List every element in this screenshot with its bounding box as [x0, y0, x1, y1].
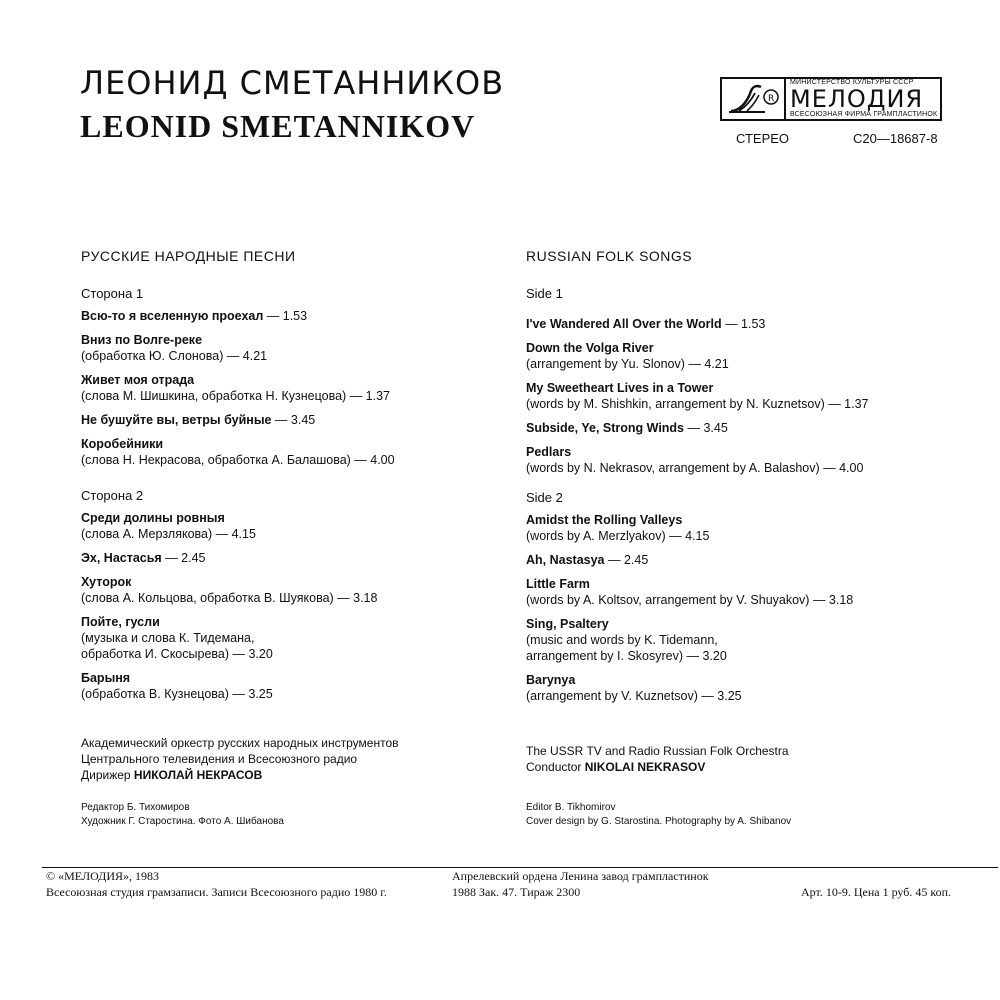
track-title: Барыня: [81, 671, 131, 685]
list-item: [81, 614, 501, 662]
track-title: Среди долины ровныя: [81, 511, 225, 525]
side-label: Side 2: [526, 490, 563, 505]
list-item: [526, 672, 966, 704]
footer-copyright: [46, 868, 387, 900]
track-note: (words by A. Merzlyakov) — 4.15: [526, 529, 710, 543]
track-title: Amidst the Rolling Valleys: [526, 513, 683, 527]
conductor-prefix: Дирижер: [81, 768, 134, 782]
list-item: [81, 670, 501, 702]
performer-credits-russian: [81, 735, 399, 783]
track-title: Sing, Psaltery: [526, 617, 609, 631]
list-item: [526, 512, 966, 544]
orchestra-line: The USSR TV and Radio Russian Folk Orchestra: [526, 744, 789, 758]
track-title: Little Farm: [526, 577, 590, 591]
footer-plant: [452, 868, 709, 900]
track-note: (words by A. Koltsov, arrangement by V. Shuyakov) — 3.18: [526, 593, 854, 607]
track-note: (обработка Ю. Слонова) — 4.21: [81, 349, 268, 363]
list-item: [81, 550, 501, 566]
track-duration: — 1.53: [263, 309, 308, 323]
list-item: [81, 574, 501, 606]
melodiya-logo: [720, 77, 942, 121]
tracklist-russian: [81, 248, 501, 710]
track-title: Коробейники: [81, 437, 164, 451]
track-title: Down the Volga River: [526, 341, 654, 355]
list-item: [81, 510, 501, 542]
track-note: (music and words by K. Tidemann,: [526, 633, 718, 647]
label-name: МЕЛОДИЯ: [790, 85, 924, 113]
track-note: (words by N. Nekrasov, arrangement by A. Balashov) — 4.00: [526, 461, 864, 475]
track-title: Эх, Настасья: [81, 551, 162, 565]
plant-line: Апрелевский ордена Ленина завод грампластинок: [452, 869, 709, 883]
track-note: (arrangement by V. Kuznetsov) — 3.25: [526, 689, 742, 703]
conductor-line: [526, 759, 789, 775]
track-title: Вниз по Волге-реке: [81, 333, 203, 347]
svg-text:R: R: [768, 94, 775, 104]
track-duration: — 2.45: [604, 553, 649, 567]
list-item: [81, 332, 501, 364]
track-note: (слова М. Шишкина, обработка Н. Кузнецова) — 1.37: [81, 389, 390, 403]
conductor-name: NIKOLAI NEKRASOV: [584, 760, 706, 774]
track-title: My Sweetheart Lives in a Tower: [526, 381, 714, 395]
editor-credits-russian: [81, 801, 284, 829]
list-item: [526, 616, 966, 664]
orchestra-line: Центрального телевидения и Всесоюзного радио: [81, 752, 358, 766]
design-line: Художник Г. Старостина. Фото А. Шибанова: [81, 816, 284, 827]
design-line: Cover design by G. Starostina. Photography by A. Shibanov: [526, 816, 792, 827]
stereo-mark: СТЕРЕО: [736, 131, 790, 146]
section-title: РУССКИЕ НАРОДНЫЕ ПЕСНИ: [81, 248, 296, 264]
side-label: Side 1: [526, 286, 563, 301]
catalog-number: С20—18687-8: [853, 131, 938, 146]
track-title: Не бушуйте вы, ветры буйные: [81, 413, 272, 427]
track-title: Barynya: [526, 673, 576, 687]
artist-name-english: LEONID SMETANNIKOV: [80, 108, 476, 144]
label-ministry-line: МИНИСТЕРСТВО КУЛЬТУРЫ СССР: [790, 79, 914, 86]
list-item: [81, 412, 501, 428]
editor-line: Редактор Б. Тихомиров: [81, 802, 190, 813]
track-note: (обработка В. Кузнецова) — 3.25: [81, 687, 273, 701]
section-title: RUSSIAN FOLK SONGS: [526, 248, 693, 264]
copyright-line: © «МЕЛОДИЯ», 1983: [46, 869, 160, 883]
track-note: (музыка и слова К. Тидемана,: [81, 631, 255, 645]
track-title: Хуторок: [81, 575, 132, 589]
studio-line: Всесоюзная студия грамзаписи. Записи Всесоюзного радио 1980 г.: [46, 885, 387, 899]
track-duration: — 1.53: [721, 317, 766, 331]
track-note: (слова Н. Некрасова, обработка А. Балашова) — 4.00: [81, 453, 395, 467]
track-title: Живет моя отрада: [81, 373, 195, 387]
track-duration: — 3.45: [271, 413, 316, 427]
label-firm-line: ВСЕСОЮЗНАЯ ФИРМА ГРАМПЛАСТИНОК: [790, 111, 938, 118]
footer-price: Арт. 10-9. Цена 1 руб. 45 коп.: [801, 885, 952, 899]
track-note: обработка И. Скосырева) — 3.20: [81, 647, 273, 661]
track-duration: — 2.45: [161, 551, 206, 565]
track-title: Ah, Nastasya: [526, 553, 605, 567]
editor-credits-english: [526, 801, 791, 829]
list-item: [81, 436, 501, 468]
track-title: Subside, Ye, Strong Winds: [526, 421, 685, 435]
side-label: Сторона 2: [81, 488, 144, 503]
list-item: [81, 308, 501, 324]
track-title: Пойте, гусли: [81, 615, 160, 629]
track-duration: — 3.45: [684, 421, 728, 435]
order-line: 1988 Зак. 47. Тираж 2300: [452, 885, 581, 899]
tracklist-english: [526, 248, 966, 712]
track-note: (arrangement by Yu. Slonov) — 4.21: [526, 357, 729, 371]
side-label: Сторона 1: [81, 286, 144, 301]
track-note: (words by M. Shishkin, arrangement by N. Kuznetsov) — 1.37: [526, 397, 869, 411]
track-note: (слова А. Кольцова, обработка В. Шуякова) — 3.18: [81, 591, 378, 605]
list-item: [526, 576, 966, 608]
list-item: [526, 444, 966, 476]
list-item: [81, 372, 501, 404]
track-note: arrangement by I. Skosyrev) — 3.20: [526, 649, 727, 663]
performer-credits-english: [526, 743, 789, 775]
conductor-prefix: Conductor: [526, 760, 585, 774]
track-title: I've Wandered All Over the World: [526, 317, 722, 331]
editor-line: Editor B. Tikhomirov: [526, 802, 616, 813]
list-item: [526, 380, 966, 412]
track-title: Всю-то я вселенную проехал: [81, 309, 264, 323]
track-note: (слова А. Мерзлякова) — 4.15: [81, 527, 256, 541]
artist-name-russian: ЛЕОНИД СМЕТАННИКОВ: [80, 64, 505, 102]
orchestra-line: Академический оркестр русских народных инструментов: [81, 736, 399, 750]
list-item: [526, 340, 966, 372]
list-item: [526, 420, 966, 436]
list-item: [526, 316, 966, 332]
conductor-line: [81, 767, 399, 783]
conductor-name: НИКОЛАЙ НЕКРАСОВ: [133, 768, 263, 782]
melodiya-lyre-icon: [722, 79, 786, 119]
track-title: Pedlars: [526, 445, 572, 459]
list-item: [526, 552, 966, 568]
